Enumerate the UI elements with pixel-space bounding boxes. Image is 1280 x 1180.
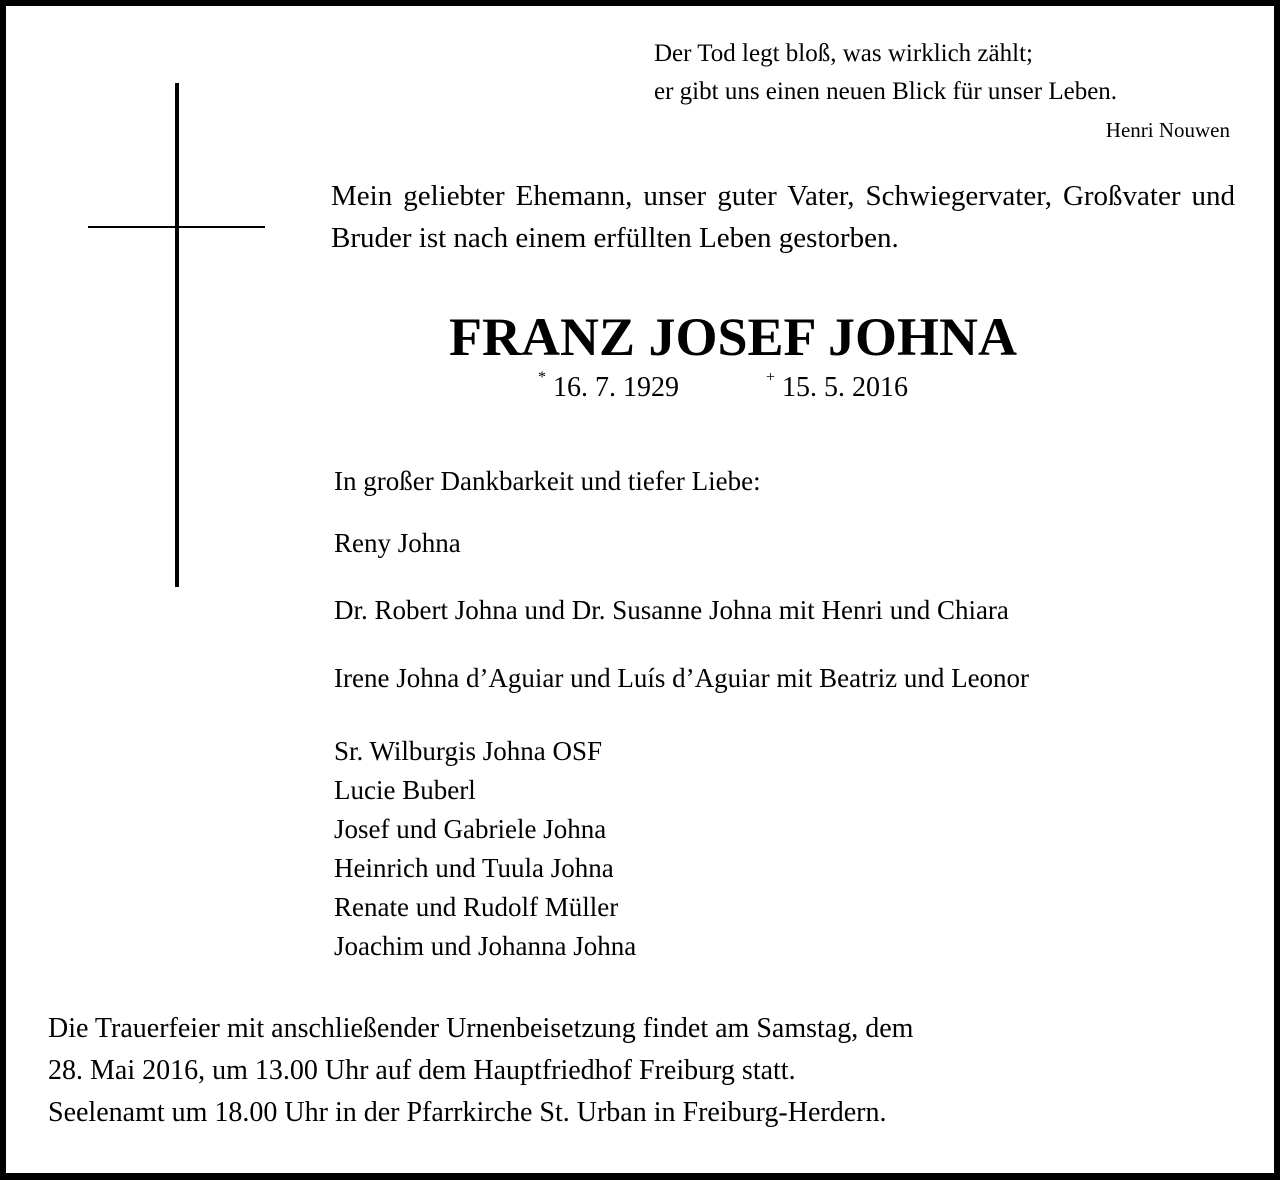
mourners-heading: In großer Dankbarkeit und tiefer Liebe: (334, 466, 761, 496)
quote-author: Henri Nouwen (1105, 118, 1230, 142)
sibling-line: Joachim und Johanna Johna (334, 931, 637, 961)
birth-date-value: 16. 7. 1929 (553, 372, 679, 403)
sibling-line: Renate und Rudolf Müller (334, 892, 619, 922)
intro-text: Mein geliebter Ehemann, unser guter Vater, Schwiegervater, Großvater und Bruder ist nach einem erfüllten Leben gestorben. (331, 180, 1235, 254)
service-line-2: 28. Mai 2016, um 13.00 Uhr auf dem Hauptfriedhof Freiburg statt. (48, 1055, 796, 1086)
deceased-name: FRANZ JOSEF JOHNA (448, 307, 1018, 367)
quote-line-1: Der Tod legt bloß, was wirklich zählt; (654, 40, 1033, 67)
sibling-line: Lucie Buberl (334, 775, 476, 805)
birth-symbol: * (538, 368, 546, 386)
sibling-line: Sr. Wilburgis Johna OSF (334, 736, 602, 766)
death-date-value: 15. 5. 2016 (782, 372, 909, 403)
quote-line-2: er gibt uns einen neuen Blick für unser Leben. (654, 78, 1118, 105)
cross-icon-horizontal-bar (88, 226, 265, 228)
sibling-line: Josef und Gabriele Johna (334, 814, 607, 844)
sibling-line: Heinrich und Tuula Johna (334, 853, 614, 883)
mourner-group: Dr. Robert Johna und Dr. Susanne Johna mit Henri und Chiara (334, 595, 1009, 625)
death-symbol: + (766, 368, 776, 386)
mourner-group: Irene Johna d’Aguiar und Luís d’Aguiar mit Beatriz und Leonor (334, 663, 1030, 693)
service-line-3: Seelenamt um 18.00 Uhr in der Pfarrkirche St. Urban in Freiburg-Herdern. (48, 1097, 887, 1128)
birth-date (538, 368, 679, 404)
service-line-1: Die Trauerfeier mit anschließender Urnenbeisetzung findet am Samstag, dem (48, 1013, 914, 1044)
mourner-group: Reny Johna (334, 528, 461, 558)
death-date (766, 368, 909, 404)
